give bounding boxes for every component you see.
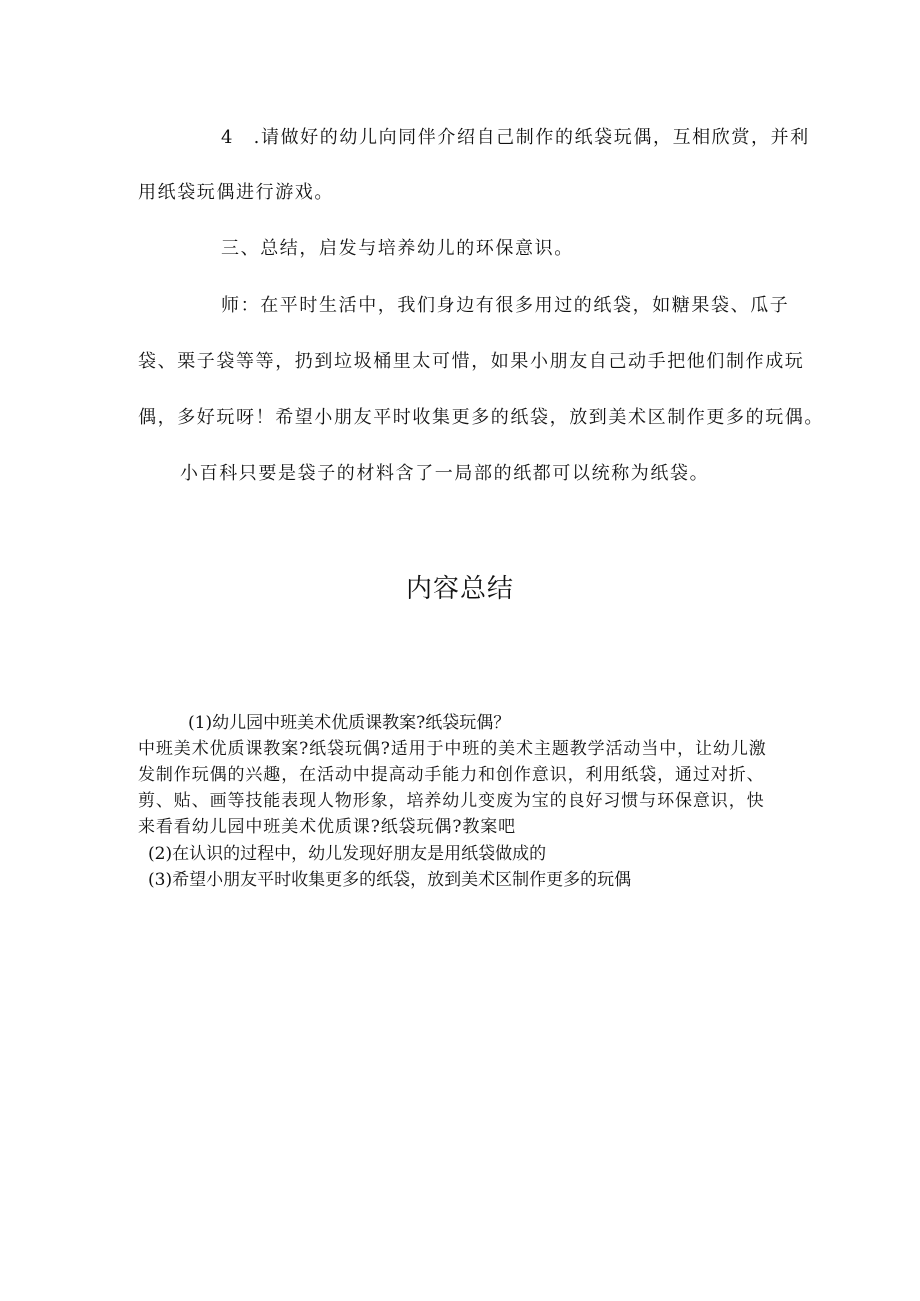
summary-title: 内容总结: [405, 574, 514, 604]
summary-item-1-text: 中班美术优质课教案?纸袋玩偶?适用于中班的美术主题教学活动当中，让幼儿激发制作玩偶的兴趣，在活动中提高动手能力和创作意识，利用纸袋，通过对折、剪、贴、画等技能表现人物形象，培养幼儿变废为宝的良好习惯与环保意识，快来看看幼儿园中班美术优质课?纸袋玩偶?教案吧: [138, 739, 767, 837]
summary-item-3: (3)希望小朋友平时收集更多的纸袋，放到美术区制作更多的玩偶: [148, 870, 632, 890]
paragraph-4-line-2: 用纸袋玩偶进行游戏。: [138, 182, 334, 203]
summary-item-2: (2)在认识的过程中，幼儿发现好朋友是用纸袋做成的: [148, 844, 547, 864]
section-3-heading: 三、总结，启发与培养幼儿的环保意识。: [221, 238, 574, 259]
paragraph-4-line-1: 4 .请做好的幼儿向同伴介绍自己制作的纸袋玩偶，互相欣赏，并利: [221, 127, 810, 148]
teacher-paragraph-line-3: 偶，多好玩呀！希望小朋友平时收集更多的纸袋，放到美术区制作更多的玩偶。: [138, 407, 824, 428]
summary-item-1-heading: (1)幼儿园中班美术优质课教案?纸袋玩偶？: [188, 713, 511, 733]
teacher-paragraph-line-2: 袋、栗子袋等等，扔到垃圾桶里太可惜，如果小朋友自己动手把他们制作成玩: [138, 351, 805, 372]
encyclopedia-note: 小百科只要是袋子的材料含了一局部的纸都可以统称为纸袋。: [180, 463, 710, 484]
teacher-paragraph-line-1: 师：在平时生活中，我们身边有很多用过的纸袋，如糖果袋、瓜子: [221, 295, 790, 316]
